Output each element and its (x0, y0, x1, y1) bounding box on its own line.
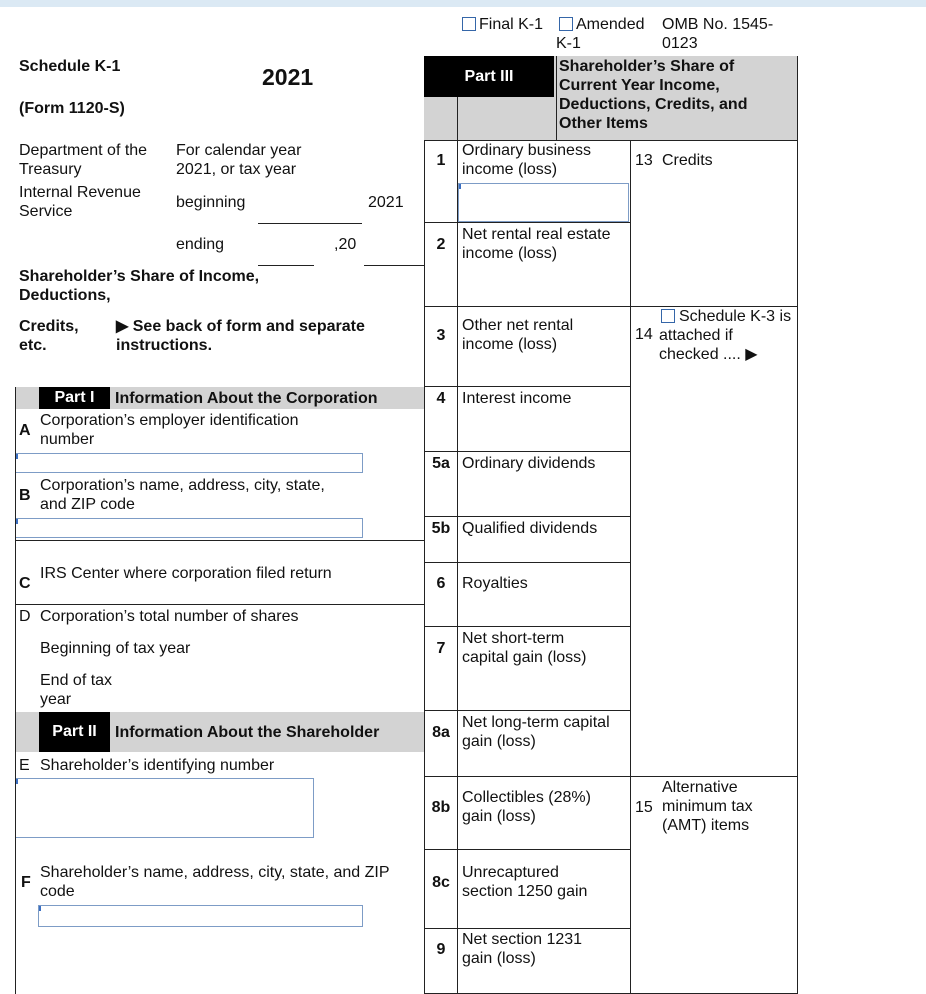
tax-year: 2021 (262, 64, 314, 90)
line-8c-label: Unrecaptured section 1250 gain (462, 864, 588, 900)
line-7-label: Net short-term capital gain (loss) (462, 630, 587, 666)
line-9-number: 9 (436, 941, 446, 958)
line-3-number: 3 (436, 327, 446, 344)
line-14-number: 14 (635, 326, 653, 343)
see-back-note: ▶ See back of form and separate instructions. (116, 318, 365, 354)
line-5b-label: Qualified dividends (462, 520, 598, 537)
line-5b-number: 5b (431, 520, 451, 537)
top-bar (0, 0, 926, 7)
line-6-label: Royalties (462, 575, 528, 592)
end-of-tax-year-label: End of tax year (40, 672, 113, 708)
ending-line-2 (364, 265, 424, 266)
line-4-number: 4 (436, 390, 446, 407)
line-d-letter: D (19, 608, 31, 625)
line-1-number: 1 (436, 152, 446, 169)
line-e-letter: E (19, 757, 30, 774)
row-2-bottom (424, 306, 630, 307)
form-title-credits: Credits, etc. (19, 318, 79, 354)
ending-label: ending (176, 236, 225, 253)
employer-id-input[interactable] (15, 453, 363, 473)
line-8a-label: Net long-term capital gain (loss) (462, 714, 610, 750)
row-5a-bottom (424, 516, 630, 517)
row-14-bottom (630, 776, 798, 777)
line-3-label: Other net rental income (loss) (462, 317, 574, 353)
line-1-label: Ordinary business income (loss) (462, 142, 591, 178)
form-number: (Form 1120-S) (19, 100, 125, 117)
row-1-bottom (424, 222, 630, 223)
ending-line-1 (258, 265, 314, 266)
line-f-label: Shareholder’s name, address, city, state, and ZIP code (40, 864, 390, 900)
line-b-label: Corporation’s name, address, city, state, and ZIP code (40, 477, 325, 513)
part3-left-border (424, 140, 425, 994)
line-e-label: Shareholder’s identifying number (40, 757, 275, 774)
part1-title: Information About the Corporation (115, 390, 378, 407)
row-8c-bottom (424, 928, 630, 929)
line-d-label: Corporation’s total number of shares (40, 608, 299, 625)
omb-number: OMB No. 1545-0123 (662, 16, 774, 52)
part3-header-divider-1 (457, 97, 458, 140)
line-5a-label: Ordinary dividends (462, 455, 596, 472)
line-15-label: Alternative minimum tax (AMT) items (662, 779, 753, 834)
form-title: Shareholder’s Share of Income, Deductions, (19, 268, 260, 304)
line-13-label: Credits (662, 152, 713, 169)
line-13-number: 13 (635, 152, 653, 169)
beginning-year: 2021 (368, 194, 404, 211)
schedule-title: Schedule K-1 (19, 58, 121, 75)
line-c-bottom (15, 604, 424, 605)
part3-right-border (797, 56, 798, 994)
part3-tag: Part III (424, 56, 554, 97)
line-9-label: Net section 1231 gain (loss) (462, 931, 583, 967)
line-8b-number: 8b (431, 799, 451, 816)
line-15-number: 15 (635, 799, 653, 816)
ending-year: ,20 (334, 236, 357, 253)
row-3-bottom (424, 386, 630, 387)
beginning-label: beginning (176, 194, 246, 211)
line-2-label: Net rental real estate income (loss) (462, 226, 611, 262)
line-7-number: 7 (436, 640, 446, 657)
row-8b-bottom (424, 849, 630, 850)
line-4-label: Interest income (462, 390, 572, 407)
part3-num-divider (457, 140, 458, 994)
shareholder-name-input[interactable] (38, 905, 363, 927)
line-8c-number: 8c (432, 874, 450, 891)
row-8a-bottom (424, 776, 630, 777)
part3-col-divider (630, 140, 631, 994)
shareholder-id-input[interactable] (15, 778, 314, 838)
line-2-number: 2 (436, 236, 446, 253)
line-8b-label: Collectibles (28%) gain (loss) (462, 789, 591, 825)
row-4-bottom (424, 451, 630, 452)
part2-title: Information About the Shareholder (115, 724, 380, 741)
amended-k1-label: Amended K-1 (556, 16, 645, 52)
line-b-letter: B (19, 487, 31, 504)
line-5a-number: 5a (432, 455, 450, 472)
line-8a-number: 8a (432, 724, 450, 741)
final-k1-label: Final K-1 (479, 16, 544, 33)
row-7-bottom (424, 710, 630, 711)
line-c-letter: C (19, 575, 31, 592)
row-6-bottom (424, 626, 630, 627)
line-a-label: Corporation’s employer identification number (40, 412, 299, 448)
line-6-number: 6 (436, 575, 446, 592)
irs-label: Internal Revenue Service (19, 184, 141, 220)
ordinary-business-income-input[interactable] (458, 183, 629, 222)
calendar-year-label: For calendar year 2021, or tax year (176, 142, 302, 178)
line-14-label: Schedule K-3 is attached if checked .... ▶ (659, 308, 792, 363)
line-b-bottom (15, 540, 424, 541)
department-label: Department of the Treasury (19, 142, 148, 178)
part3-header-divider-2 (556, 56, 557, 140)
beginning-line (258, 223, 362, 224)
line-a-letter: A (19, 422, 31, 439)
line-f-letter: F (21, 874, 31, 891)
line-c-label: IRS Center where corporation filed return (40, 565, 332, 582)
beginning-of-tax-year-label: Beginning of tax year (40, 640, 191, 657)
part2-tag: Part II (39, 712, 110, 752)
corporation-name-input[interactable] (15, 518, 363, 538)
part1-tag: Part I (39, 387, 110, 409)
row-5b-bottom (424, 562, 630, 563)
part3-title: Shareholder’s Share of Current Year Income, Deductions, Credits, and Other Items (559, 58, 748, 132)
left-border (15, 387, 16, 994)
